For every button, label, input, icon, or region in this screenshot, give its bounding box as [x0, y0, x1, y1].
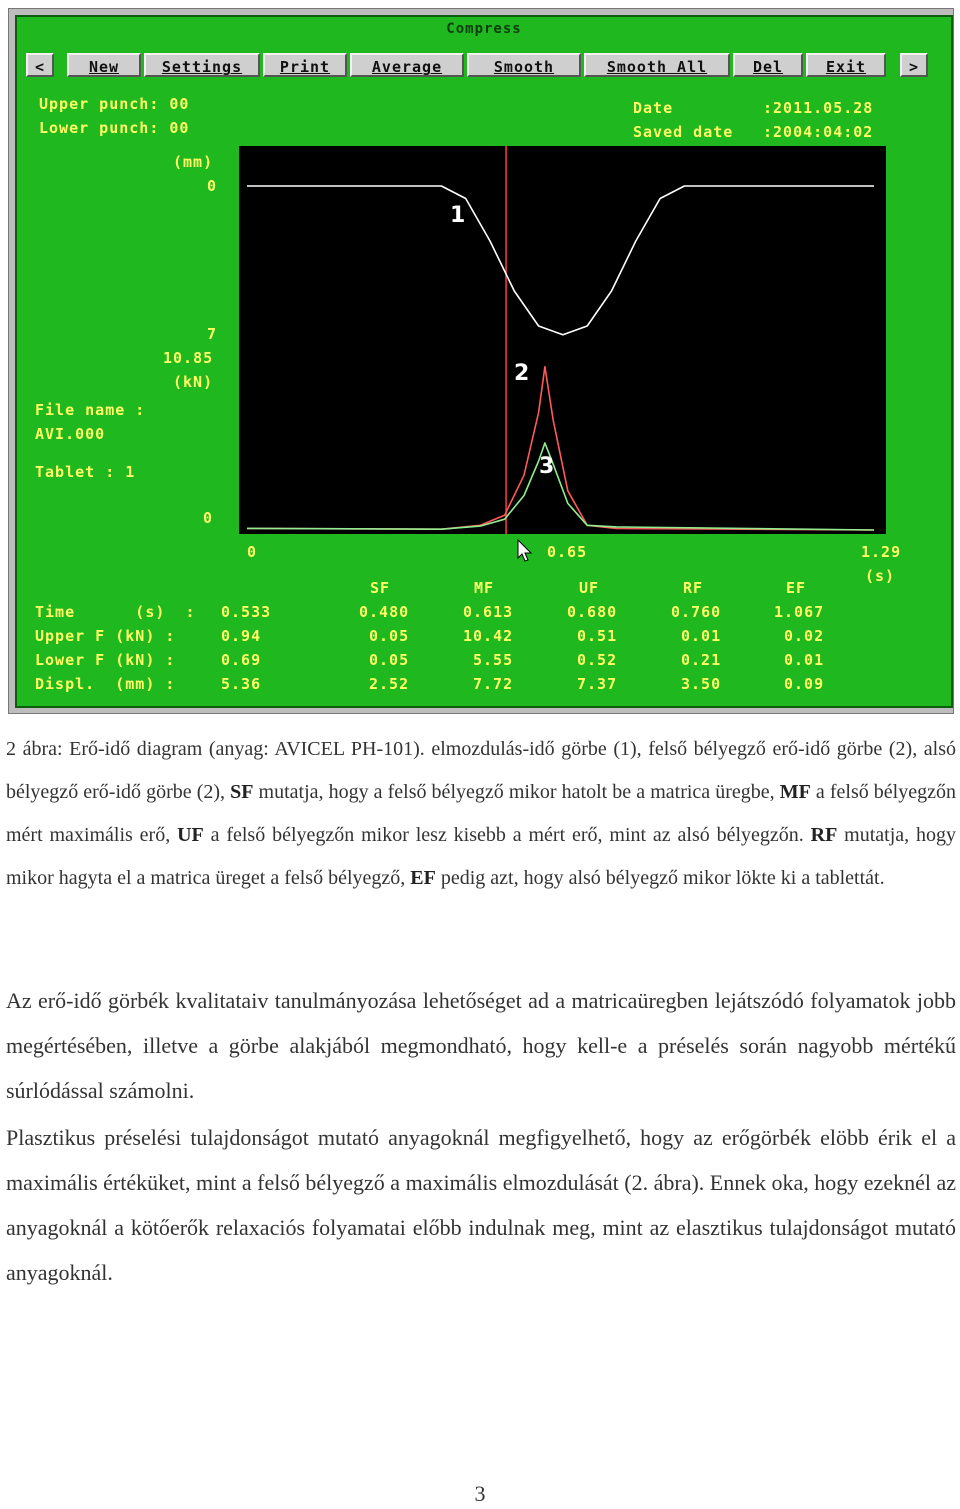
y-tick-mm-0: 0	[207, 177, 218, 195]
saved-date-value: :2004:04:02	[763, 123, 874, 141]
cell: 2.52	[369, 675, 410, 693]
lower-punch: Lower punch: 00	[39, 119, 190, 137]
settings-button[interactable]: Settings	[144, 53, 260, 77]
print-button[interactable]: Print	[263, 53, 347, 77]
cell: 0.94	[221, 627, 262, 645]
cell: 0.05	[369, 651, 410, 669]
window-title: Compress	[446, 21, 522, 37]
y-unit-mm: (mm)	[173, 153, 214, 171]
curve-label-1: 1	[450, 203, 466, 228]
cell: 5.55	[473, 651, 514, 669]
row-label: Upper F (kN) :	[35, 627, 176, 645]
saved-date-label: Saved date	[633, 123, 734, 141]
smooth-button[interactable]: Smooth	[467, 53, 581, 77]
force-time-plot[interactable]	[239, 146, 886, 534]
caption-text: mutatja, hogy a felső bélyegző mikor hatolt be a matrica üregbe,	[253, 781, 780, 803]
curve-label-2: 2	[514, 361, 530, 386]
row-label: Lower F (kN) :	[35, 651, 176, 669]
cell: 0.480	[359, 603, 410, 621]
caption-mf: MF	[779, 781, 811, 803]
col-ef: EF	[786, 579, 807, 597]
series-line-2	[247, 367, 874, 530]
cell: 0.01	[784, 651, 825, 669]
cell: 0.01	[681, 627, 722, 645]
cell: 0.02	[784, 627, 825, 645]
curve-label-3: 3	[539, 454, 555, 479]
col-uf: UF	[579, 579, 600, 597]
cell: 5.36	[221, 675, 262, 693]
cell: 0.21	[681, 651, 722, 669]
cell: 0.52	[577, 651, 618, 669]
upper-punch: Upper punch: 00	[39, 95, 190, 113]
y-unit-kn: (kN)	[173, 373, 214, 391]
mouse-pointer-icon	[517, 539, 533, 563]
tablet-label: Tablet : 1	[35, 463, 136, 481]
new-button[interactable]: New	[67, 53, 141, 77]
cell: 0.05	[369, 627, 410, 645]
file-name-value: AVI.000	[35, 425, 106, 443]
x-tick-mid: 0.65	[547, 543, 588, 561]
plot-svg	[239, 146, 886, 534]
paragraph-2: Plasztikus préselési tulajdonságot mutató anyagoknál megfigyelhető, hogy az erőgörbék elöbb érik el a maximális értéküket, mint a felső bélyegző a maximális elmozdulását (2. ábra). Ennek oka, hogy ezeknél az anyagoknál a kötőerők relaxaciós folyamatai előbb indulnak meg, mint az elasztikus tulajdonságot mutató anyagoknál.	[6, 1125, 956, 1285]
cell: 0.69	[221, 651, 262, 669]
caption-sf: SF	[230, 781, 254, 803]
del-button[interactable]: Del	[733, 53, 803, 77]
cell: 0.533	[221, 603, 272, 621]
cell: 0.613	[463, 603, 514, 621]
y-tick-zero: 0	[203, 509, 214, 527]
date-value: :2011.05.28	[763, 99, 874, 117]
cell: 1.067	[774, 603, 825, 621]
col-mf: MF	[474, 579, 495, 597]
col-sf: SF	[370, 579, 391, 597]
next-button[interactable]: >	[900, 53, 928, 77]
average-button[interactable]: Average	[350, 53, 464, 77]
caption-ef: EF	[410, 867, 436, 889]
compress-window	[15, 15, 953, 708]
page-number: 3	[474, 1481, 486, 1506]
exit-button[interactable]: Exit	[806, 53, 886, 77]
cell: 0.680	[567, 603, 618, 621]
row-label: Time (s) :	[35, 603, 196, 621]
x-tick-max: 1.29	[861, 543, 902, 561]
y-tick-kn-max: 10.85	[163, 349, 214, 367]
cell: 10.42	[463, 627, 514, 645]
file-name-label: File name :	[35, 401, 146, 419]
x-unit: (s)	[865, 567, 896, 585]
col-rf: RF	[683, 579, 704, 597]
caption-text: mutatja, hogy mikor hagyta el a matrica üreget a felső bélyegző,	[6, 824, 957, 889]
prev-button[interactable]: <	[26, 53, 54, 77]
x-tick-min: 0	[247, 543, 258, 561]
caption-uf: UF	[177, 824, 204, 846]
row-label: Displ. (mm) :	[35, 675, 176, 693]
cell: 7.72	[473, 675, 514, 693]
cell: 0.51	[577, 627, 618, 645]
series-line-1	[247, 186, 874, 335]
figure-caption	[6, 728, 956, 900]
caption-text: pedig azt, hogy alsó bélyegző mikor lökte ki a tablettát.	[435, 867, 885, 889]
caption-rf: RF	[810, 824, 838, 846]
smooth-all-button[interactable]: Smooth All	[584, 53, 730, 77]
cell: 3.50	[681, 675, 722, 693]
caption-intro: 2 ábra: Erő-idő diagram (anyag: AVICEL PH-101). elmozdulás-idő görbe (1), felső bélyegző erő-idő görbe (2), alsó bélyegző erő-idő görbe (2),	[6, 738, 956, 803]
date-label: Date	[633, 99, 674, 117]
paragraph-1: Az erő-idő görbék kvalitataiv tanulmányozása lehetőséget ad a matricaüregben lejátszódó folyamatok jobb megértésében, illetve a görbe alakjából megmondható, hogy kell-e a préselés során nagyobb mértékű súrlódással számolni.	[6, 988, 956, 1103]
caption-text: a felső bélyegzőn mikor lesz kisebb a mért erő, mint az alsó bélyegzőn.	[203, 824, 811, 846]
caption-text: a felső bélyegzőn mért maximális erő,	[6, 781, 956, 846]
cell: 0.09	[784, 675, 825, 693]
cell: 0.760	[671, 603, 722, 621]
cell: 7.37	[577, 675, 618, 693]
y-tick-mm-7: 7	[207, 325, 218, 343]
